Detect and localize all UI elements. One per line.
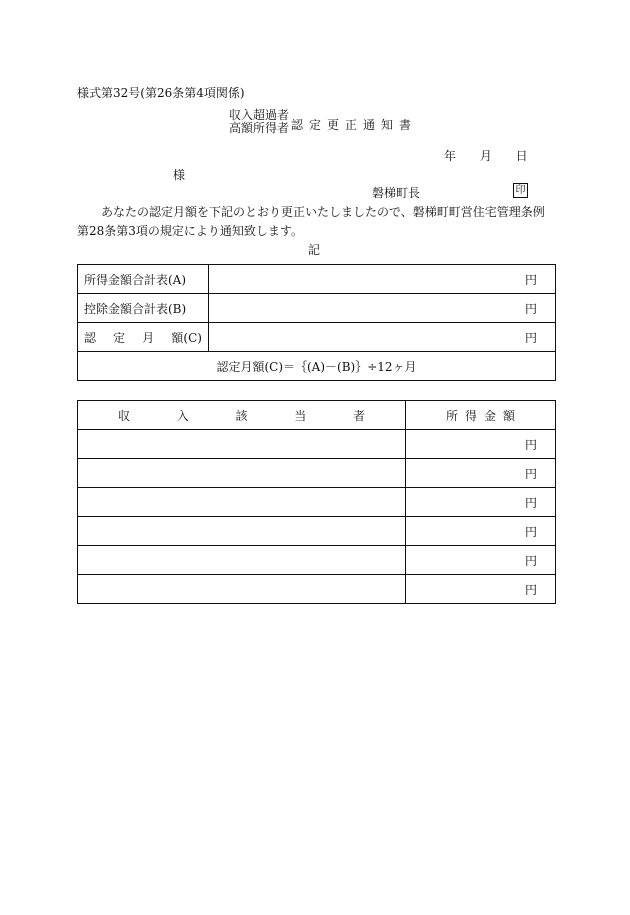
amount-header bbox=[406, 401, 556, 430]
amount-cell: 円 bbox=[406, 517, 556, 546]
header-char: 当 bbox=[294, 408, 307, 423]
header-char: 所 bbox=[446, 408, 459, 423]
person-cell bbox=[78, 459, 406, 488]
amount-cell: 円 bbox=[406, 546, 556, 575]
header-char: 得 bbox=[464, 408, 477, 423]
title-main: 認定更正通知書 bbox=[291, 117, 418, 132]
notice-body: あなたの認定月額を下記のとおり更正いたしましたので、磐梯町町営住宅管理条例第28条第3項の規定により通知致します。 bbox=[77, 205, 545, 238]
header-char: 収 bbox=[118, 408, 131, 423]
person-cell bbox=[78, 517, 406, 546]
amount-cell: 円 bbox=[406, 459, 556, 488]
header-char: 金 bbox=[483, 408, 496, 423]
table-row bbox=[78, 575, 556, 604]
header-char: 入 bbox=[176, 408, 189, 423]
header-char: 額 bbox=[502, 408, 515, 423]
table-row bbox=[78, 352, 556, 381]
monthly-amount-value: 円 bbox=[209, 323, 556, 352]
calculation-table bbox=[77, 264, 556, 381]
monthly-amount-label bbox=[78, 323, 209, 352]
table-row bbox=[78, 459, 556, 488]
table-row bbox=[78, 294, 556, 323]
title-option-high-income: 高額所得者 bbox=[229, 121, 290, 135]
income-total-label: 所得金額合計表(A) bbox=[78, 265, 209, 294]
deduction-total-value: 円 bbox=[209, 294, 556, 323]
table-row bbox=[78, 265, 556, 294]
table-header-row bbox=[78, 401, 556, 430]
table-row bbox=[78, 323, 556, 352]
title-options bbox=[229, 109, 289, 135]
label-char: 認 bbox=[84, 330, 97, 345]
person-cell bbox=[78, 430, 406, 459]
amount-cell: 円 bbox=[406, 430, 556, 459]
table-row bbox=[78, 488, 556, 517]
seal-mark: 印 bbox=[513, 183, 528, 198]
person-header bbox=[78, 401, 406, 430]
issuer-name: 磐梯町長 bbox=[372, 186, 421, 200]
header-char: 該 bbox=[235, 408, 248, 423]
document-title bbox=[229, 109, 417, 135]
person-cell bbox=[78, 488, 406, 517]
form-number: 様式第32号(第26条第4項関係) bbox=[77, 86, 245, 100]
table-row bbox=[78, 430, 556, 459]
formula-cell: 認定月額(C)＝｛(A)－(B)｝÷12ヶ月 bbox=[78, 352, 556, 381]
deduction-total-label: 控除金額合計表(B) bbox=[78, 294, 209, 323]
label-char: 定 bbox=[113, 330, 126, 345]
label-char: 額(C) bbox=[171, 330, 202, 345]
label-char: 月 bbox=[142, 330, 155, 345]
income-person-table bbox=[77, 400, 556, 604]
table-row bbox=[78, 546, 556, 575]
addressee-suffix: 様 bbox=[173, 168, 186, 182]
header-char: 者 bbox=[352, 408, 365, 423]
date-line: 年 月 日 bbox=[444, 149, 528, 163]
title-option-over-income: 収入超過者 bbox=[229, 108, 290, 122]
income-total-value: 円 bbox=[209, 265, 556, 294]
person-cell bbox=[78, 546, 406, 575]
person-cell bbox=[78, 575, 406, 604]
ki-heading: 記 bbox=[308, 243, 321, 257]
amount-cell: 円 bbox=[406, 488, 556, 517]
table-row bbox=[78, 517, 556, 546]
amount-cell: 円 bbox=[406, 575, 556, 604]
